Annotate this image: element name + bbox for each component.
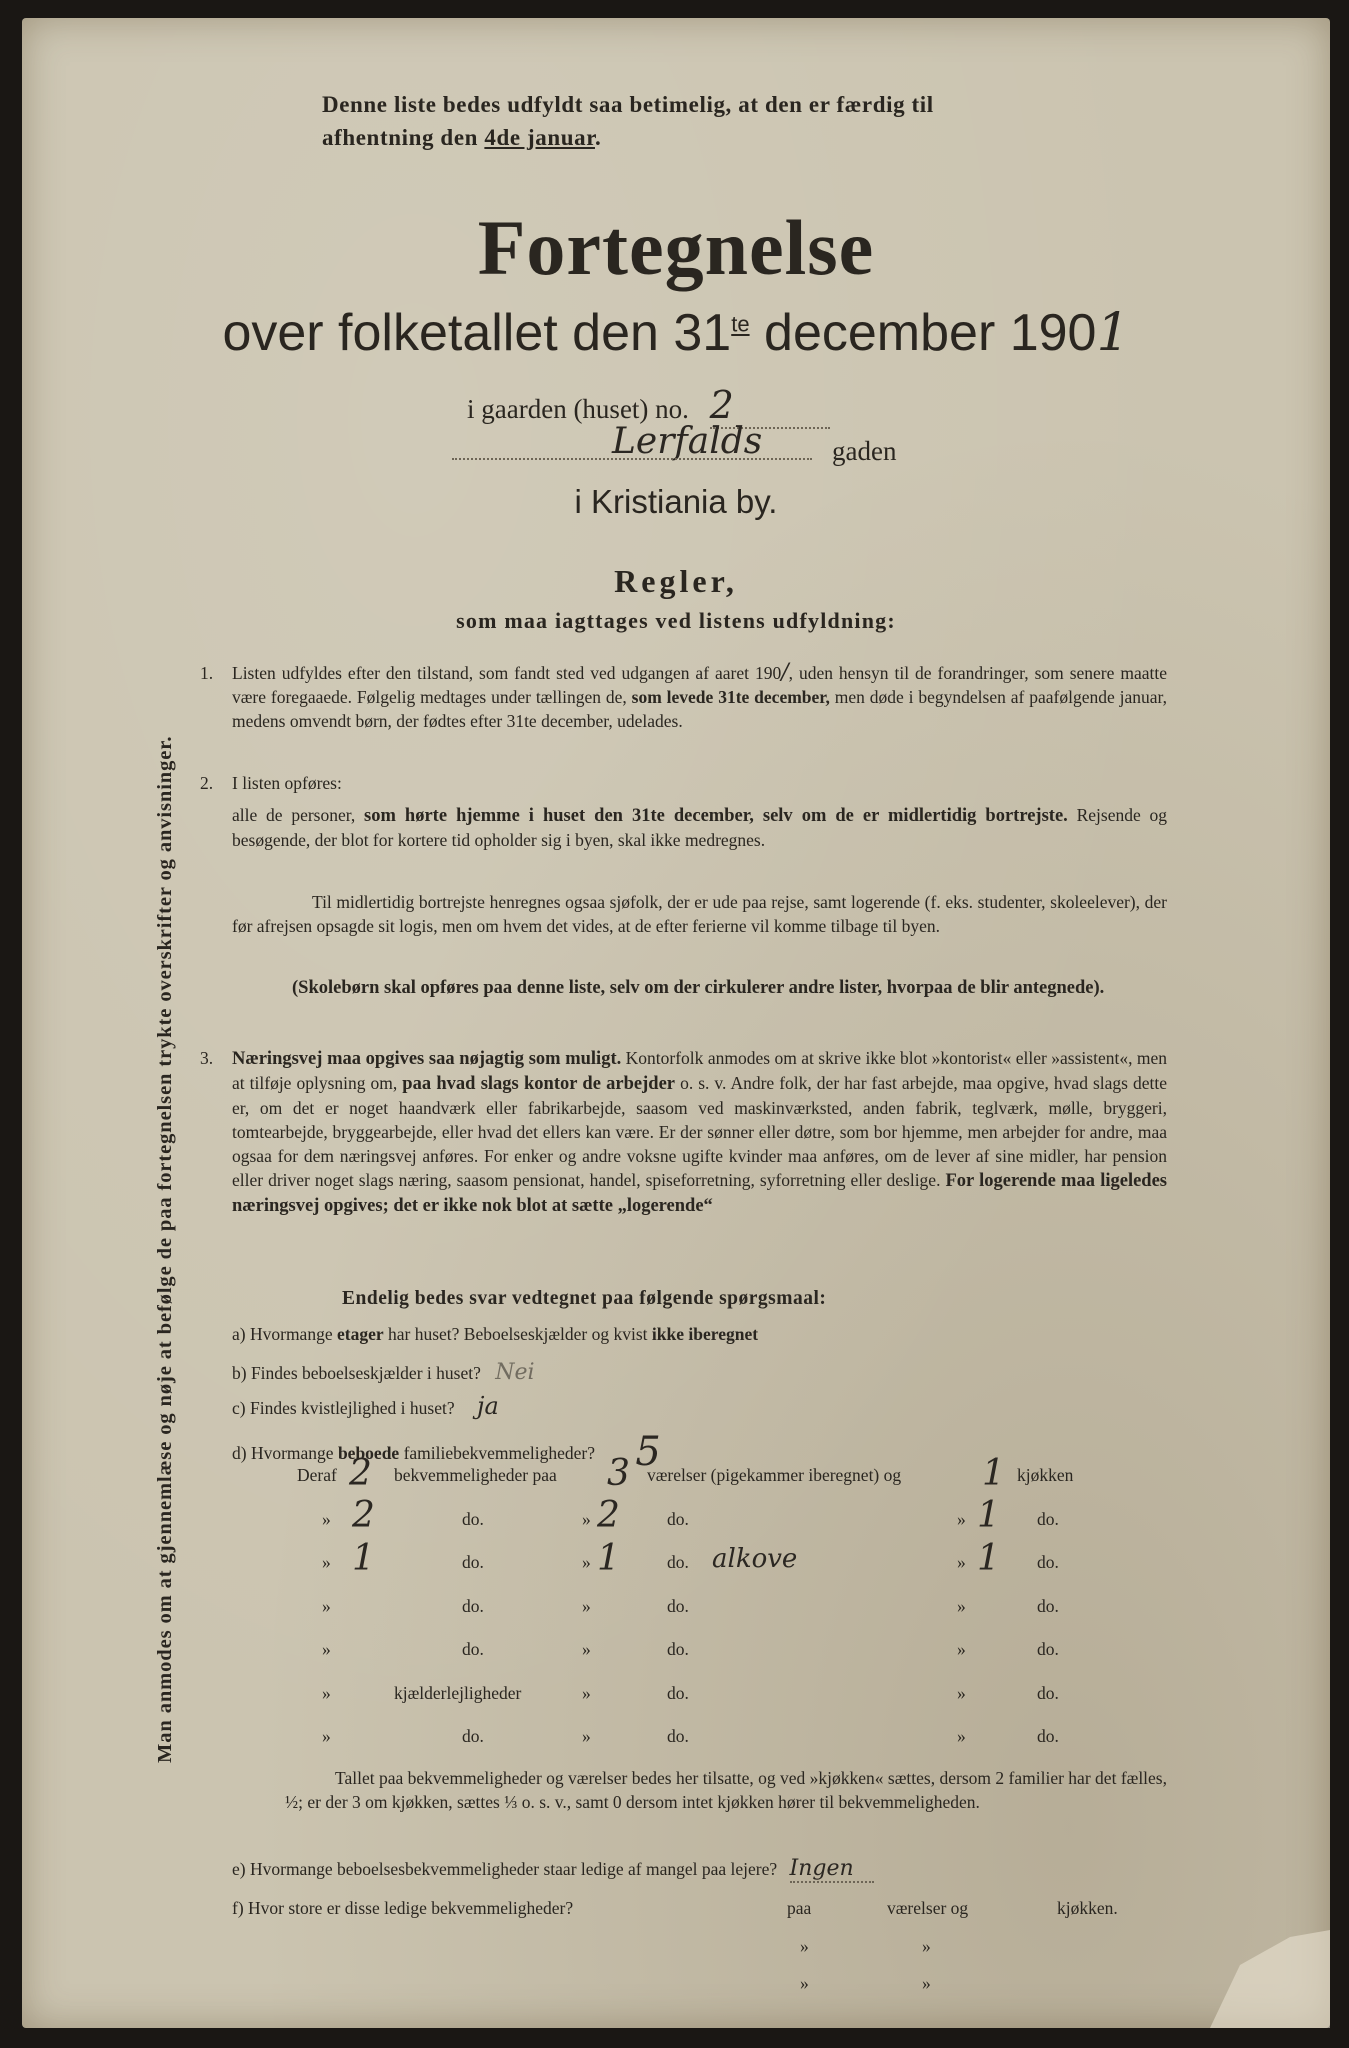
house-number-handwritten: 2 — [710, 383, 830, 429]
row-quote-2: » — [582, 1682, 591, 1703]
row-do-3: do. — [1037, 1639, 1059, 1659]
row-vaerelser-value: 3 — [607, 1453, 630, 1494]
rule-1-year: / — [781, 660, 789, 685]
rule-1-part-c: men døde i begyndelsen af paafølgende januar, medens omvendt børn, der fødtes efter 31te december, udelades. — [232, 687, 1168, 731]
row-do-3: do. — [1037, 1552, 1059, 1572]
row-quote-3: » — [957, 1639, 966, 1659]
question-f-vaerelser: værelser og — [887, 1898, 969, 1918]
questions-intro: Endelig bedes svar vedtegnet paa følgende spørgsmaal: — [342, 1288, 827, 1309]
row-quote-2: » — [582, 1726, 591, 1746]
rule-3-text — [232, 1046, 1167, 1218]
rule-2-paragraph-d: (Skolebørn skal opføres paa denne liste, selv om der cirkulerer andre lister, hvorpaa de blir antegnede). — [292, 978, 1105, 998]
question-d-answer: 5 — [635, 1429, 661, 1475]
form-title: Fortegnelse — [477, 204, 875, 291]
row-note-value: alkove — [712, 1544, 798, 1574]
question-b-text: Findes beboelseskjælder i huset? — [250, 1363, 481, 1383]
question-c-label: c) — [232, 1398, 246, 1418]
row-vaerelser-value: 2 — [597, 1494, 620, 1536]
deraf-label: Deraf — [297, 1465, 337, 1485]
question-c — [232, 1392, 499, 1420]
rules-heading: Regler, — [614, 563, 738, 599]
row-quote-2: » — [582, 1639, 591, 1659]
row-quote-1: » — [322, 1595, 331, 1616]
rule-1-bold: som levede 31te december, — [631, 687, 830, 707]
rule-3-bold-3: For logerende maa ligeledes næringsvej opgives; det er ikke nok blot at sætte „logerende“ — [232, 1171, 1167, 1216]
question-d-text-2: familiebekvemmeligheder? — [403, 1443, 596, 1463]
question-f-text: Hvor store er disse ledige bekvemmeligheder? — [248, 1898, 574, 1918]
rule-2-part-a: alle de personer, — [232, 805, 356, 825]
rule-3-bold-2: paa hvad slags kontor de arbejder — [402, 1074, 676, 1094]
rule-1-part-b: , uden hensyn til de forandringer, som senere maatte være foregaaede. Følgelig medtages under tællingen de, — [232, 663, 1167, 707]
row-quote-3: » — [957, 1552, 966, 1572]
deraf-col-kjokken: kjøkken — [1017, 1465, 1074, 1485]
question-a-text-1: Hvormange — [249, 1324, 333, 1344]
question-e-text: Hvormange beboelsesbekvemmeligheder staar ledige af mangel paa lejere? — [249, 1859, 778, 1879]
row-vaerelser-value: 1 — [597, 1538, 620, 1579]
street-name-value: Lerfalds — [612, 421, 763, 462]
rule-2-text — [232, 803, 1167, 852]
row-do-3: do. — [1037, 1508, 1059, 1529]
row-do-2: do. — [667, 1682, 689, 1703]
row-quote-1: » — [322, 1552, 331, 1572]
question-c-answer: ja — [477, 1392, 499, 1420]
row-do-1: do. — [462, 1639, 484, 1659]
rule-1-part-a: Listen udfyldes efter den tilstand, som fandt sted ved udgangen af aaret 190 — [232, 663, 782, 683]
row-quote-2: » — [582, 1595, 591, 1616]
city-line: i Kristiania by. — [574, 483, 778, 520]
notice-prefix: afhentning den — [322, 125, 485, 150]
rule-3-number: 3. — [200, 1048, 214, 1068]
question-f-label: f) — [232, 1898, 244, 1918]
rule-2-bold: som hørte hjemme i huset den 31te december, selv om de er midlertidig bortrejste. — [364, 806, 1068, 826]
collection-notice — [322, 88, 1202, 154]
question-a-text-2: har huset? Beboelseskjælder og kvist — [388, 1324, 648, 1344]
rule-3-part-a: Kontorfolk anmodes om at skrive ikke blot »kontorist« eller »assistent«, men at tilføje oplysning om, — [232, 1048, 1167, 1093]
form-subtitle — [22, 303, 1330, 363]
question-c-text: Findes kvistlejlighed i huset? — [249, 1398, 455, 1418]
rule-1-number: 1. — [200, 663, 214, 683]
street-name-handwritten — [612, 420, 762, 462]
row-kjokken-value: 1 — [982, 1453, 1005, 1494]
row-quote-3: » — [957, 1508, 966, 1529]
rule-3-bold-1: Næringsvej maa opgives saa nøjagtig som muligt. — [232, 1049, 622, 1069]
row-quote-3: » — [957, 1595, 966, 1616]
row-quote-2: » — [582, 1508, 591, 1529]
street-suffix-label: gaden — [832, 436, 897, 466]
subtitle-sup: te — [731, 311, 750, 337]
deraf-col-bekvemmeligheder: bekvemmeligheder paa — [394, 1465, 557, 1485]
row-do-2: do. — [667, 1595, 689, 1616]
row-do-1: do. — [462, 1508, 484, 1529]
notice-suffix: . — [594, 125, 602, 150]
torn-corner — [1130, 1888, 1330, 2028]
subtitle-prefix: over folketallet den 31 — [222, 304, 732, 362]
row-kjokken-value: 1 — [977, 1494, 1000, 1536]
question-b — [232, 1360, 535, 1385]
rule-3-part-b: o. s. v. Andre folk, der har fast arbejde, maa opgive, hvad slags dette er, om det er noget haandværk eller fabrikarbejde, saasom ved maskinværksted, anden fabrik, teglværk, mølle, bryggeri, tomtearbejde, bryggearbejde, eller hvad det ellers kan være. Er der sønner eller døtre, som bor hjemme, men arbejder for andre, maa ogsaa for dem næringsvej anføres. For enker og andre voksne ugifte kvinder maa anføres, om de lever af sine midler, har pension eller driver noget slags næring, saasom pensionat, handel, spiseforretning, syforretning eller deslige. — [232, 1073, 1168, 1190]
row-do-2: do. — [667, 1726, 689, 1746]
rules-subheading: som maa iagttages ved listens udfyldning: — [456, 608, 896, 633]
row-kjokken-value: 1 — [977, 1538, 1000, 1579]
row-do-1: do. — [462, 1726, 484, 1746]
notice-date: 4de januar — [484, 125, 595, 150]
rule-2-heading: I listen opføres: — [232, 773, 342, 793]
question-b-label: b) — [232, 1363, 247, 1383]
deraf-col-vaerelser: værelser (pigekammer iberegnet) og — [647, 1465, 902, 1485]
question-a-bold-2: ikke iberegnet — [651, 1324, 759, 1344]
subtitle-year-handwritten: 1 — [1096, 303, 1130, 363]
row-do-2: do. — [667, 1552, 689, 1572]
side-instruction-vertical: Man anmodes om at gjennemlæse og nøje at befølge de paa fortegnelsen trykte overskrifter og anvisninger. — [154, 735, 176, 1763]
row-bekvemmeligheder-value: 2 — [352, 1494, 375, 1536]
row-quote-3: » — [957, 1726, 966, 1746]
rule-2-paragraph-c: Til midlertidig bortrejste henregnes ogsaa sjøfolk, der er ude paa rejse, samt logerende (f. eks. studenter, skoleelever), der før afrejsen opsagde sit logis, men om hvem det vides, at de efter ferierne vil komme tilbage til byen. — [232, 892, 1167, 936]
question-d-text-1: Hvormange — [250, 1443, 334, 1463]
question-e-answer: Ingen — [790, 1856, 874, 1883]
row-do-3: do. — [1037, 1595, 1059, 1616]
question-f-quote-4: » — [922, 1973, 931, 1993]
row-do-2: do. — [667, 1639, 689, 1659]
row-quote-1: » — [322, 1726, 331, 1746]
question-f-quote-1: » — [800, 1936, 809, 1956]
row-quote-1: » — [322, 1508, 331, 1529]
question-d-label: d) — [232, 1443, 247, 1463]
question-a-label: a) — [232, 1324, 246, 1344]
row-do-3: do. — [1037, 1682, 1059, 1703]
row-quote-1: » — [322, 1682, 331, 1703]
subtitle-suffix: december 190 — [749, 304, 1097, 362]
rule-2-part-b: Rejsende og besøgende, der blot for kortere tid opholder sig i byen, skal ikke medregnes. — [232, 805, 1168, 850]
question-b-answer: Nei — [495, 1360, 535, 1385]
row-quote-3: » — [957, 1682, 966, 1703]
question-f-quote-2: » — [922, 1936, 931, 1956]
question-d-bold: beboede — [337, 1443, 400, 1463]
row-do-3: do. — [1037, 1726, 1059, 1746]
question-f-paa: paa — [787, 1898, 812, 1918]
question-e — [232, 1856, 874, 1881]
question-a-bold-1: etager — [336, 1324, 384, 1344]
row-bekvemmeligheder-value: 2 — [349, 1453, 372, 1494]
tallet-note: Tallet paa bekvemmeligheder og værelser bedes her tilsatte, og ved »kjøkken« sættes, dersom 2 familier har det fælles, ½; er der 3 om kjøkken, sættes ⅓ o. s. v., samt 0 dersom intet kjøkken hører til bekvemmeligheden. — [285, 1768, 1167, 1812]
question-f — [232, 1898, 573, 1919]
street-dotted-line — [452, 458, 812, 460]
notice-line-2 — [322, 121, 1202, 154]
row-quote-2: » — [582, 1552, 591, 1572]
row-do-1: do. — [462, 1595, 484, 1616]
census-form-page — [22, 18, 1330, 2028]
row-kjaelderlejligheder-label: kjælderlejligheder — [394, 1682, 522, 1703]
rule-2-number: 2. — [200, 773, 214, 793]
row-do-1: do. — [462, 1552, 484, 1572]
question-a — [232, 1324, 758, 1345]
house-number-label: i gaarden (huset) no. — [467, 394, 689, 424]
rule-1-text — [232, 661, 1167, 733]
question-f-quote-3: » — [800, 1973, 809, 1993]
row-bekvemmeligheder-value: 1 — [352, 1538, 375, 1579]
question-f-kjokken: kjøkken. — [1057, 1898, 1118, 1918]
row-quote-1: » — [322, 1639, 331, 1659]
row-do-2: do. — [667, 1508, 689, 1529]
question-e-label: e) — [232, 1859, 246, 1879]
notice-line-1: Denne liste bedes udfyldt saa betimelig, at den er færdig til — [322, 92, 934, 117]
